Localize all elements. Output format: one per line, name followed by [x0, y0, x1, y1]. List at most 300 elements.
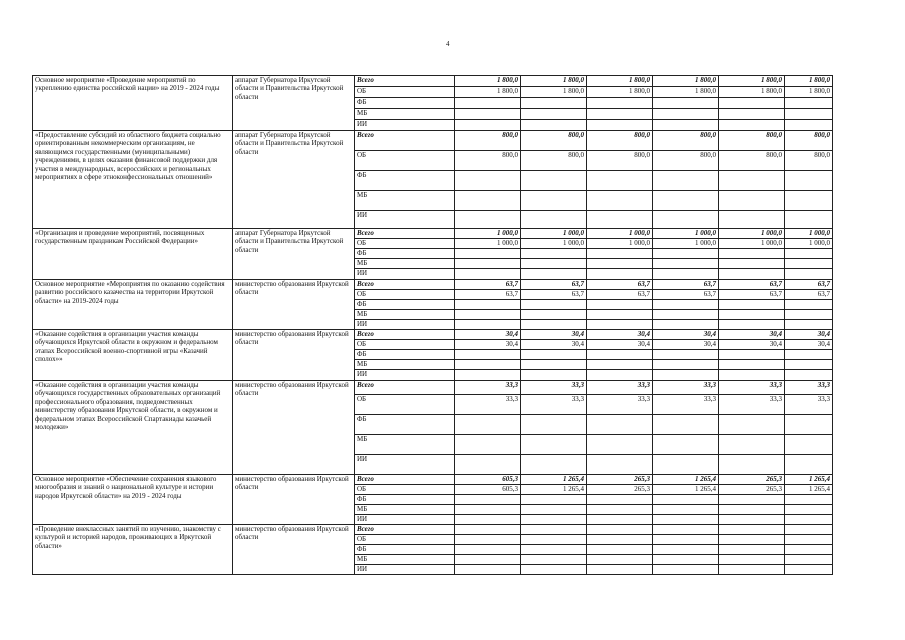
funding-source: ОБ — [355, 87, 455, 98]
amount-cell: 265,3 — [587, 485, 653, 495]
funding-source: ИИ — [355, 370, 455, 381]
amount-cell — [719, 370, 785, 381]
amount-cell — [785, 505, 833, 515]
amount-cell — [521, 435, 587, 455]
funding-source: ФБ — [355, 249, 455, 259]
amount-cell — [785, 525, 833, 535]
amount-cell — [587, 350, 653, 360]
amount-cell — [653, 545, 719, 555]
amount-cell — [653, 269, 719, 280]
amount-cell — [521, 300, 587, 310]
amount-cell — [521, 455, 587, 475]
amount-cell — [785, 310, 833, 320]
funding-source: ФБ — [355, 415, 455, 435]
amount-cell — [521, 259, 587, 269]
amount-cell: 1 000,0 — [653, 239, 719, 249]
amount-cell: 1 000,0 — [785, 229, 833, 239]
table-row — [33, 280, 833, 290]
amount-cell — [455, 98, 521, 109]
amount-cell: 30,4 — [587, 340, 653, 350]
amount-cell — [521, 211, 587, 229]
amount-cell: 800,0 — [719, 151, 785, 171]
amount-cell — [719, 495, 785, 505]
funding-source: ИИ — [355, 455, 455, 475]
amount-cell: 1 800,0 — [455, 76, 521, 87]
amount-cell: 33,3 — [521, 395, 587, 415]
amount-cell: 1 265,4 — [785, 485, 833, 495]
activity-name: «Организация и проведение мероприятий, посвященных государственным праздникам Российской Федерации» — [33, 229, 233, 280]
amount-cell — [653, 515, 719, 525]
amount-cell: 265,3 — [587, 475, 653, 485]
amount-cell — [785, 350, 833, 360]
amount-cell: 33,3 — [719, 381, 785, 395]
funding-source: МБ — [355, 109, 455, 120]
amount-cell: 1 000,0 — [587, 239, 653, 249]
funding-source: Всего — [355, 131, 455, 151]
amount-cell — [785, 370, 833, 381]
amount-cell — [719, 109, 785, 120]
amount-cell — [719, 455, 785, 475]
amount-cell — [653, 310, 719, 320]
amount-cell: 1 265,4 — [785, 475, 833, 485]
funding-source: ОБ — [355, 151, 455, 171]
amount-cell: 1 000,0 — [521, 229, 587, 239]
amount-cell — [785, 249, 833, 259]
amount-cell: 1 000,0 — [719, 239, 785, 249]
amount-cell — [653, 300, 719, 310]
amount-cell: 1 000,0 — [785, 239, 833, 249]
amount-cell — [719, 310, 785, 320]
amount-cell — [653, 120, 719, 131]
amount-cell: 63,7 — [455, 290, 521, 300]
amount-cell — [587, 455, 653, 475]
amount-cell: 63,7 — [653, 280, 719, 290]
amount-cell — [785, 98, 833, 109]
amount-cell — [719, 211, 785, 229]
amount-cell — [455, 435, 521, 455]
amount-cell: 1 265,4 — [521, 475, 587, 485]
amount-cell: 1 000,0 — [455, 229, 521, 239]
amount-cell: 800,0 — [653, 151, 719, 171]
amount-cell — [785, 300, 833, 310]
amount-cell — [719, 435, 785, 455]
amount-cell: 30,4 — [653, 340, 719, 350]
funding-source: МБ — [355, 310, 455, 320]
amount-cell — [719, 300, 785, 310]
amount-cell — [455, 525, 521, 535]
amount-cell — [455, 191, 521, 211]
amount-cell — [719, 320, 785, 330]
amount-cell: 63,7 — [587, 280, 653, 290]
amount-cell: 1 265,4 — [653, 475, 719, 485]
amount-cell: 63,7 — [653, 290, 719, 300]
amount-cell: 30,4 — [719, 330, 785, 340]
amount-cell: 30,4 — [785, 330, 833, 340]
funding-source: МБ — [355, 191, 455, 211]
amount-cell — [521, 545, 587, 555]
amount-cell — [521, 109, 587, 120]
amount-cell — [653, 191, 719, 211]
responsible-executor: аппарат Губернатора Иркутской области и Правительства Иркутской области — [233, 229, 355, 280]
table-row — [33, 381, 833, 395]
amount-cell — [587, 269, 653, 280]
amount-cell: 63,7 — [521, 280, 587, 290]
activity-name: «Предоставление субсидий из областного бюджета социально ориентированным некоммерческим организациям, не являющимся государственными (муниципальными) учреждениями, в целях оказания финансовой поддержки для участия в международных, всероссийских и региональных мероприятиях в сфере этноконфессиональных отношений» — [33, 131, 233, 229]
amount-cell: 1 800,0 — [521, 76, 587, 87]
funding-source: ФБ — [355, 350, 455, 360]
table-row — [33, 76, 833, 87]
amount-cell — [455, 211, 521, 229]
amount-cell: 1 000,0 — [719, 229, 785, 239]
amount-cell — [719, 249, 785, 259]
funding-source: Всего — [355, 330, 455, 340]
amount-cell — [521, 120, 587, 131]
funding-source: ФБ — [355, 98, 455, 109]
amount-cell: 605,3 — [455, 485, 521, 495]
amount-cell — [653, 455, 719, 475]
amount-cell: 33,3 — [653, 381, 719, 395]
amount-cell — [653, 435, 719, 455]
amount-cell: 800,0 — [785, 151, 833, 171]
amount-cell — [719, 259, 785, 269]
amount-cell — [587, 555, 653, 565]
amount-cell — [719, 545, 785, 555]
amount-cell: 30,4 — [653, 330, 719, 340]
activity-name: «Проведение внеклассных занятий по изучению, знакомству с культурой и историей народов, проживающих в Иркутской области» — [33, 525, 233, 575]
amount-cell — [521, 505, 587, 515]
amount-cell — [653, 171, 719, 191]
amount-cell — [785, 565, 833, 575]
amount-cell: 1 000,0 — [521, 239, 587, 249]
amount-cell — [587, 415, 653, 435]
amount-cell — [653, 565, 719, 575]
amount-cell — [785, 269, 833, 280]
amount-cell — [785, 320, 833, 330]
amount-cell — [521, 360, 587, 370]
amount-cell — [455, 545, 521, 555]
responsible-executor: аппарат Губернатора Иркутской области и Правительства Иркутской области — [233, 76, 355, 131]
amount-cell: 800,0 — [521, 151, 587, 171]
amount-cell: 63,7 — [785, 280, 833, 290]
page-number: 4 — [446, 40, 450, 48]
amount-cell: 30,4 — [719, 340, 785, 350]
funding-source: МБ — [355, 505, 455, 515]
amount-cell — [719, 535, 785, 545]
amount-cell — [587, 249, 653, 259]
amount-cell — [455, 370, 521, 381]
responsible-executor: аппарат Губернатора Иркутской области и Правительства Иркутской области — [233, 131, 355, 229]
amount-cell — [785, 435, 833, 455]
amount-cell: 1 800,0 — [521, 87, 587, 98]
amount-cell — [587, 320, 653, 330]
amount-cell — [455, 415, 521, 435]
amount-cell: 1 800,0 — [719, 76, 785, 87]
amount-cell — [653, 415, 719, 435]
amount-cell: 265,3 — [719, 485, 785, 495]
amount-cell — [719, 269, 785, 280]
amount-cell — [521, 249, 587, 259]
table-row — [33, 131, 833, 151]
amount-cell: 30,4 — [521, 330, 587, 340]
funding-source: ОБ — [355, 395, 455, 415]
amount-cell — [719, 415, 785, 435]
funding-source: Всего — [355, 475, 455, 485]
table-row — [33, 330, 833, 340]
amount-cell — [785, 415, 833, 435]
responsible-executor: министерство образования Иркутской области — [233, 525, 355, 575]
funding-source: МБ — [355, 360, 455, 370]
amount-cell — [455, 495, 521, 505]
amount-cell — [587, 98, 653, 109]
amount-cell — [719, 120, 785, 131]
amount-cell: 33,3 — [587, 395, 653, 415]
amount-cell — [785, 455, 833, 475]
amount-cell — [455, 109, 521, 120]
funding-source: ФБ — [355, 300, 455, 310]
amount-cell — [785, 495, 833, 505]
amount-cell — [653, 535, 719, 545]
amount-cell: 1 800,0 — [785, 87, 833, 98]
funding-source: ИИ — [355, 211, 455, 229]
amount-cell — [521, 310, 587, 320]
amount-cell: 1 265,4 — [521, 485, 587, 495]
amount-cell — [455, 259, 521, 269]
amount-cell — [455, 455, 521, 475]
amount-cell — [785, 109, 833, 120]
activity-name: «Оказание содействия в организации участия команды обучающихся Иркутской области в окружном и федеральном этапах Всероссийской военно-спортивной игры «Казачий сполох»» — [33, 330, 233, 381]
amount-cell — [455, 249, 521, 259]
funding-source: ОБ — [355, 239, 455, 249]
responsible-executor: министерство образования Иркутской области — [233, 330, 355, 381]
funding-source: Всего — [355, 381, 455, 395]
amount-cell — [719, 360, 785, 370]
amount-cell — [455, 555, 521, 565]
amount-cell — [587, 109, 653, 120]
activity-name: Основное мероприятие «Проведение мероприятий по укреплению единства российской нации» на 2019 - 2024 годы — [33, 76, 233, 131]
amount-cell — [719, 555, 785, 565]
amount-cell: 33,3 — [653, 395, 719, 415]
activity-name: Основное мероприятие «Мероприятия по оказанию содействия развитию российского казачества на территории Иркутской области» на 2019-2024 годы — [33, 280, 233, 330]
funding-source: ОБ — [355, 535, 455, 545]
funding-source: МБ — [355, 259, 455, 269]
table-row — [33, 525, 833, 535]
amount-cell: 33,3 — [719, 395, 785, 415]
amount-cell: 33,3 — [785, 395, 833, 415]
amount-cell: 63,7 — [785, 290, 833, 300]
amount-cell — [587, 565, 653, 575]
amount-cell: 30,4 — [587, 330, 653, 340]
amount-cell: 800,0 — [521, 131, 587, 151]
amount-cell: 1 000,0 — [587, 229, 653, 239]
amount-cell — [653, 98, 719, 109]
amount-cell: 1 800,0 — [653, 76, 719, 87]
funding-source: Всего — [355, 229, 455, 239]
table-row — [33, 475, 833, 485]
amount-cell — [587, 370, 653, 381]
amount-cell — [521, 495, 587, 505]
amount-cell: 800,0 — [455, 131, 521, 151]
amount-cell — [653, 109, 719, 120]
amount-cell — [521, 191, 587, 211]
funding-source: Всего — [355, 280, 455, 290]
amount-cell: 30,4 — [785, 340, 833, 350]
amount-cell — [521, 555, 587, 565]
amount-cell: 1 800,0 — [653, 87, 719, 98]
amount-cell — [785, 171, 833, 191]
amount-cell: 30,4 — [455, 340, 521, 350]
amount-cell — [587, 525, 653, 535]
amount-cell — [785, 211, 833, 229]
amount-cell — [719, 515, 785, 525]
amount-cell — [653, 555, 719, 565]
amount-cell — [587, 211, 653, 229]
funding-source: ИИ — [355, 269, 455, 280]
amount-cell — [455, 120, 521, 131]
amount-cell: 800,0 — [719, 131, 785, 151]
amount-cell — [587, 300, 653, 310]
amount-cell — [587, 435, 653, 455]
table-row — [33, 229, 833, 239]
amount-cell — [587, 191, 653, 211]
amount-cell — [521, 320, 587, 330]
responsible-executor: министерство образования Иркутской области — [233, 280, 355, 330]
amount-cell — [719, 565, 785, 575]
amount-cell — [455, 171, 521, 191]
amount-cell — [587, 360, 653, 370]
amount-cell: 800,0 — [455, 151, 521, 171]
amount-cell — [653, 259, 719, 269]
amount-cell — [587, 259, 653, 269]
amount-cell: 1 800,0 — [587, 76, 653, 87]
amount-cell — [455, 320, 521, 330]
amount-cell: 63,7 — [521, 290, 587, 300]
amount-cell — [785, 555, 833, 565]
amount-cell — [455, 360, 521, 370]
amount-cell: 63,7 — [719, 280, 785, 290]
amount-cell: 1 800,0 — [587, 87, 653, 98]
funding-source: ФБ — [355, 171, 455, 191]
funding-source: МБ — [355, 555, 455, 565]
amount-cell — [455, 565, 521, 575]
responsible-executor: министерство образования Иркутской области — [233, 381, 355, 475]
amount-cell — [455, 300, 521, 310]
amount-cell — [587, 545, 653, 555]
amount-cell: 265,3 — [719, 475, 785, 485]
amount-cell — [521, 98, 587, 109]
amount-cell: 1 000,0 — [455, 239, 521, 249]
funding-source: ФБ — [355, 545, 455, 555]
amount-cell — [521, 269, 587, 280]
funding-source: МБ — [355, 435, 455, 455]
amount-cell — [719, 350, 785, 360]
amount-cell — [521, 415, 587, 435]
funding-source: ОБ — [355, 340, 455, 350]
amount-cell — [521, 350, 587, 360]
amount-cell — [587, 505, 653, 515]
amount-cell — [653, 505, 719, 515]
responsible-executor: министерство образования Иркутской области — [233, 475, 355, 525]
amount-cell — [653, 249, 719, 259]
amount-cell — [785, 120, 833, 131]
amount-cell: 33,3 — [785, 381, 833, 395]
amount-cell — [719, 191, 785, 211]
amount-cell — [719, 525, 785, 535]
amount-cell: 63,7 — [455, 280, 521, 290]
amount-cell: 1 800,0 — [719, 87, 785, 98]
amount-cell — [521, 515, 587, 525]
funding-source: ОБ — [355, 485, 455, 495]
amount-cell — [521, 370, 587, 381]
amount-cell: 1 800,0 — [455, 87, 521, 98]
amount-cell: 1 000,0 — [653, 229, 719, 239]
amount-cell — [653, 211, 719, 229]
funding-source: ИИ — [355, 515, 455, 525]
amount-cell — [587, 171, 653, 191]
budget-table — [32, 75, 833, 575]
amount-cell — [653, 350, 719, 360]
amount-cell — [587, 495, 653, 505]
amount-cell — [785, 360, 833, 370]
amount-cell: 33,3 — [521, 381, 587, 395]
amount-cell — [587, 120, 653, 131]
funding-source: Всего — [355, 76, 455, 87]
amount-cell: 30,4 — [455, 330, 521, 340]
amount-cell — [785, 515, 833, 525]
amount-cell — [785, 545, 833, 555]
amount-cell — [587, 310, 653, 320]
amount-cell: 605,3 — [455, 475, 521, 485]
funding-source: Всего — [355, 525, 455, 535]
amount-cell — [521, 565, 587, 575]
amount-cell — [455, 535, 521, 545]
amount-cell — [653, 370, 719, 381]
amount-cell — [785, 191, 833, 211]
activity-name: «Оказание содействия в организации участия команды обучающихся государственных образовательных организаций профессионального образования, подведомственных министерству образования Иркутской области, в окружном и федеральном этапах Всероссийской Спартакиады казачьей молодежи» — [33, 381, 233, 475]
amount-cell: 800,0 — [653, 131, 719, 151]
amount-cell: 800,0 — [785, 131, 833, 151]
amount-cell — [587, 535, 653, 545]
amount-cell — [587, 515, 653, 525]
amount-cell: 33,3 — [455, 395, 521, 415]
amount-cell: 30,4 — [521, 340, 587, 350]
amount-cell — [653, 495, 719, 505]
amount-cell — [455, 505, 521, 515]
amount-cell — [653, 360, 719, 370]
amount-cell: 63,7 — [587, 290, 653, 300]
amount-cell: 63,7 — [719, 290, 785, 300]
funding-source: ИИ — [355, 120, 455, 131]
funding-source: ФБ — [355, 495, 455, 505]
amount-cell — [455, 515, 521, 525]
amount-cell — [521, 525, 587, 535]
amount-cell — [719, 171, 785, 191]
amount-cell — [521, 535, 587, 545]
amount-cell: 33,3 — [587, 381, 653, 395]
funding-source: ИИ — [355, 565, 455, 575]
amount-cell — [455, 269, 521, 280]
amount-cell: 1 265,4 — [653, 485, 719, 495]
amount-cell: 33,3 — [455, 381, 521, 395]
amount-cell — [719, 98, 785, 109]
amount-cell — [653, 320, 719, 330]
amount-cell — [455, 350, 521, 360]
amount-cell — [785, 259, 833, 269]
amount-cell — [719, 505, 785, 515]
funding-source: ОБ — [355, 290, 455, 300]
amount-cell — [785, 535, 833, 545]
amount-cell — [653, 525, 719, 535]
amount-cell — [455, 310, 521, 320]
